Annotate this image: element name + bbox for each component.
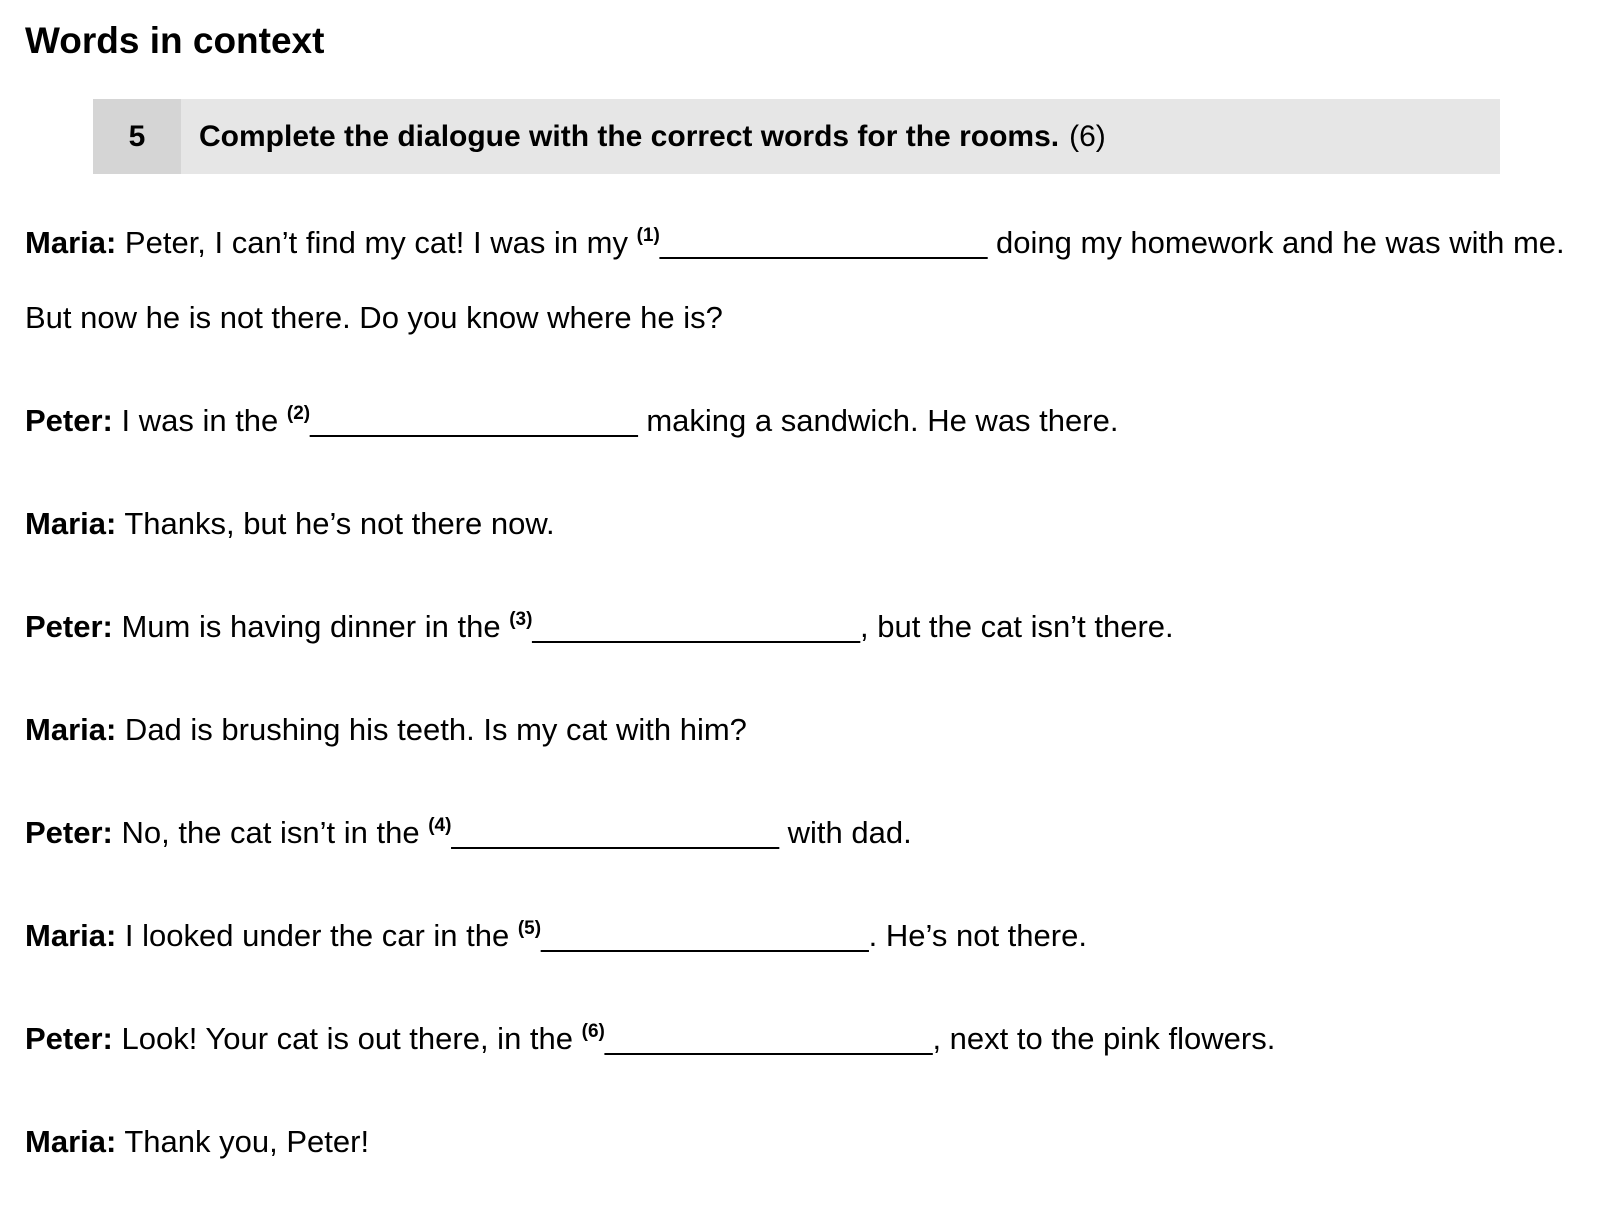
speaker-name: Maria: [25, 918, 117, 953]
task-header [93, 99, 1500, 174]
dialogue-line-2 [25, 383, 1585, 458]
speaker-name: Maria: [25, 506, 117, 541]
speaker-name: Maria: [25, 225, 117, 260]
dialogue-line-1 [25, 205, 1585, 355]
points-value: (6) [1069, 119, 1106, 153]
speaker-name: Peter: [25, 609, 113, 644]
line-text: Thanks, but he’s not there now. [116, 506, 555, 541]
dialogue-line-4 [25, 589, 1585, 664]
answer-blank-2[interactable]: ___________________ [310, 403, 638, 438]
line-text-after: , but the cat isn’t there. [860, 609, 1174, 644]
gap-number: (1) [636, 225, 660, 246]
line-text-after: making a sandwich. He was there. [637, 403, 1119, 438]
dialogue-line-8 [25, 1001, 1585, 1076]
line-text-before: Mum is having dinner in the [112, 609, 510, 644]
speaker-name: Maria: [25, 712, 117, 747]
speaker-name: Peter: [25, 403, 113, 438]
section-title: Words in context [25, 20, 325, 61]
line-text: Dad is brushing his teeth. Is my cat with him? [116, 712, 747, 747]
speaker-name: Peter: [25, 1021, 113, 1056]
task-number: 5 [93, 99, 181, 174]
gap-number: (5) [517, 918, 542, 939]
dialogue-line-9 [25, 1104, 1585, 1179]
answer-blank-3[interactable]: ___________________ [532, 609, 860, 644]
line-text-after: doing my homework and he was with me. But now he is not there. Do you know where he is? [25, 225, 1565, 335]
dialogue-line-7 [25, 898, 1585, 973]
answer-blank-5[interactable]: ___________________ [541, 918, 869, 953]
speaker-name: Peter: [25, 815, 113, 850]
dialogue-line-3 [25, 486, 1585, 561]
line-text-before: No, the cat isn’t in the [112, 815, 429, 850]
line-text-before: I looked under the car in the [116, 918, 518, 953]
gap-number: (4) [428, 815, 452, 836]
dialogue-line-6 [25, 795, 1585, 870]
gap-number: (3) [509, 609, 533, 630]
line-text-before: I was in the [112, 403, 287, 438]
dialogue-line-5 [25, 692, 1585, 767]
line-text: Thank you, Peter! [116, 1124, 370, 1159]
speaker-name: Maria: [25, 1124, 117, 1159]
dialogue [25, 205, 1585, 1207]
answer-blank-6[interactable]: ___________________ [604, 1021, 933, 1056]
line-text-before: Look! Your cat is out there, in the [112, 1021, 582, 1056]
gap-number: (6) [581, 1021, 605, 1042]
line-text-before: Peter, I can’t find my cat! I was in my [116, 225, 637, 260]
instruction-text: Complete the dialogue with the correct words for the rooms. [199, 119, 1060, 153]
answer-blank-4[interactable]: ___________________ [451, 815, 780, 850]
gap-number: (2) [286, 403, 311, 424]
line-text-after: . He’s not there. [868, 918, 1087, 953]
line-text-after: , next to the pink flowers. [932, 1021, 1276, 1056]
task-instruction [199, 117, 1106, 157]
line-text-after: with dad. [779, 815, 912, 850]
answer-blank-1[interactable]: ___________________ [659, 225, 988, 260]
